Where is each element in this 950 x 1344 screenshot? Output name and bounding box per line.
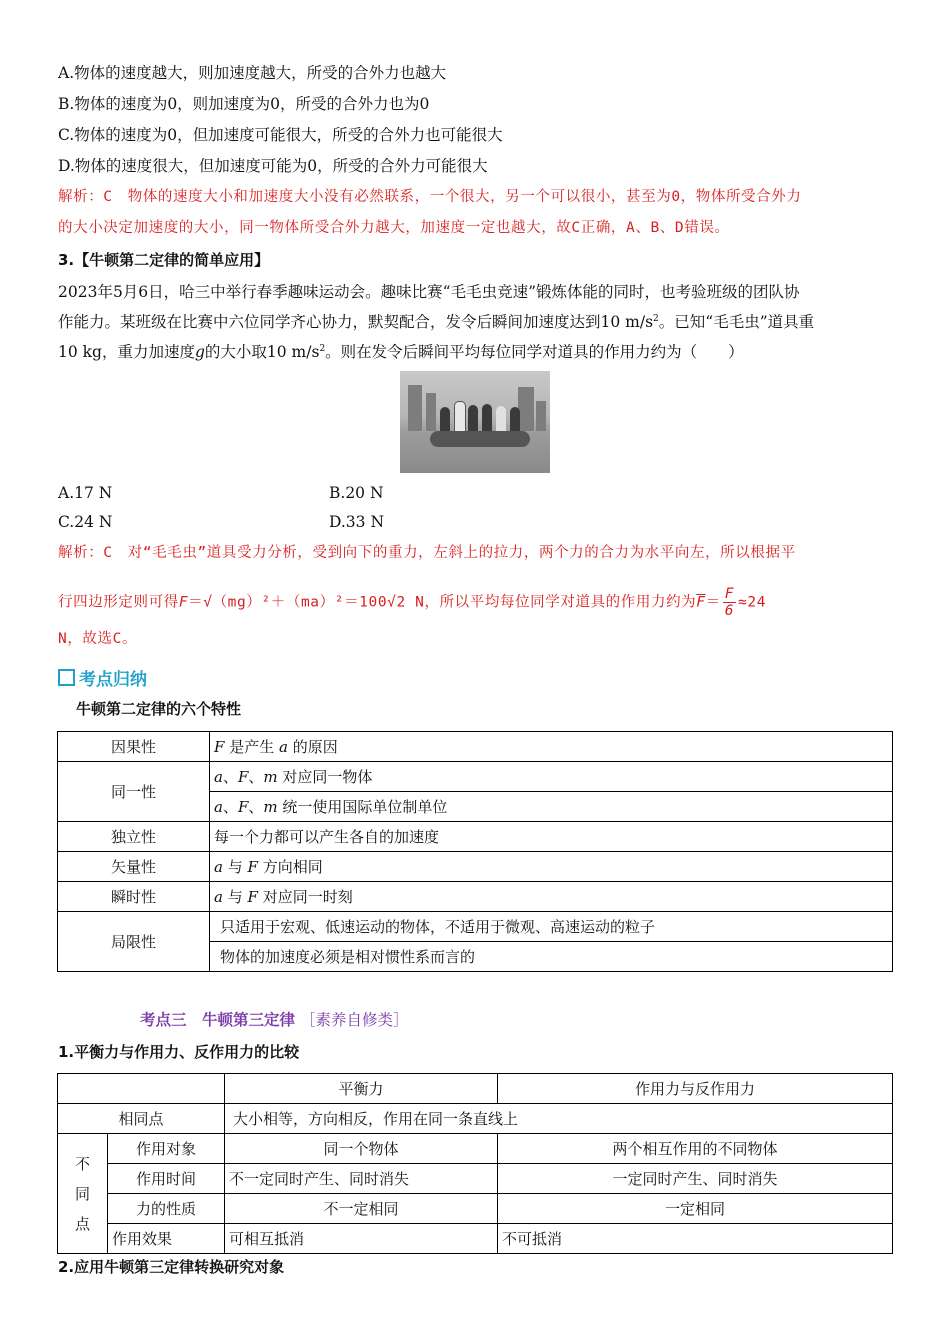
table-cell: 矢量性 (58, 852, 210, 882)
table-row (58, 732, 893, 762)
table-cell: 两个相互作用的不同物体 (498, 1134, 893, 1164)
q3-stem3-text-b: 的大小取10 m/s (204, 343, 320, 361)
table-cell: 作用效果 (108, 1224, 225, 1254)
q3-stem3-text-c: 。则在发令后瞬间平均每位同学对道具的作用力约为（ ） (325, 343, 744, 361)
table-cell (58, 1074, 225, 1104)
q3-stem2-text: 作能力。某班级在比赛中六位同学齐心协力，默契配合，发令后瞬间加速度达到10 m/s (58, 313, 654, 331)
newton-second-law-table (57, 731, 893, 972)
table-cell: 可相互抵消 (225, 1224, 498, 1254)
table-cell: 大小相等，方向相反，作用在同一条直线上 (225, 1104, 893, 1134)
q3-option-c: C.24 N (58, 513, 113, 531)
q3-option-b: B.20 N (329, 484, 384, 502)
summary-heading-label: 考点归纳 (79, 670, 147, 690)
table-cell: 一定同时产生、同时消失 (498, 1164, 893, 1194)
q3-stem3-g: g (194, 343, 205, 361)
table-cell: 力的性质 (108, 1194, 225, 1224)
q3-ans2-Fbar: $\overline{F}$ (696, 594, 706, 611)
fraction-numerator: F (724, 586, 735, 602)
q2-answer-line2: 的大小决定加速度的大小，同一物体所受合外力越大，加速度一定也越大，故C正确，A、B、D错误。 (58, 220, 730, 236)
q3-ans2-text-a: 行四边形定则可得 (58, 594, 179, 611)
table-cell: 只适用于宏观、低速运动的物体，不适用于微观、高速运动的粒子 (210, 912, 893, 942)
q3-ans2-eq: ＝ (705, 594, 721, 611)
table-cell: 因果性 (58, 732, 210, 762)
kd3-subheading-2: 2.应用牛顿第三定律转换研究对象 (58, 1258, 285, 1276)
table-cell: F 是产生 a 的原因 (210, 732, 893, 762)
checkbox-icon (58, 669, 75, 686)
table-cell: 同一个物体 (225, 1134, 498, 1164)
table-row (58, 1224, 893, 1254)
q3-ans2-F: F (178, 594, 189, 611)
diff-char: 同 (74, 1184, 90, 1203)
table-cell: 独立性 (58, 822, 210, 852)
kd3-subheading-1: 1.平衡力与作用力、反作用力的比较 (58, 1043, 300, 1061)
kaodian-three-heading (140, 1008, 408, 1030)
q2-answer-line1: 解析：C 物体的速度大小和加速度大小没有必然联系，一个很大，另一个可以很小，甚至为0，物体所受合外力 (58, 189, 802, 205)
table-row (58, 1194, 893, 1224)
table-row (58, 1074, 893, 1104)
table-cell: 瞬时性 (58, 882, 210, 912)
table-cell: 局限性 (58, 912, 210, 972)
table-cell: a、F、m 对应同一物体 (210, 762, 893, 792)
q3-stem2-sup: 2 (653, 313, 659, 324)
table-cell: 不可抵消 (498, 1224, 893, 1254)
table-row (58, 762, 893, 792)
kaodian-three-title: 考点三 牛顿第三定律 (140, 1011, 296, 1029)
q3-ans2-fraction (723, 586, 736, 619)
table-cell: 每一个力都可以产生各自的加速度 (210, 822, 893, 852)
table-row (58, 1104, 893, 1134)
q2-option-d: D.物体的速度很大，但加速度可能为0，所受的合外力可能很大 (58, 157, 488, 175)
table-row (58, 822, 893, 852)
table-cell: a 与 F 对应同一时刻 (210, 882, 893, 912)
diff-char: 不 (74, 1154, 90, 1173)
table-row (58, 852, 893, 882)
table-cell (58, 1134, 108, 1254)
table-row (58, 912, 893, 942)
table-cell: 同一性 (58, 762, 210, 822)
q3-ans2-text-b: ＝√（mg）²＋（ma）²＝100√2 N，所以平均每位同学对道具的作用力约为 (188, 594, 697, 611)
table-cell: 不一定相同 (225, 1194, 498, 1224)
q3-stem3-sup: 2 (319, 343, 326, 354)
table-cell: 作用对象 (108, 1134, 225, 1164)
q3-answer-line3: N，故选C。 (58, 631, 138, 647)
q3-ans2-text-c: ≈24 (738, 594, 767, 611)
q3-answer-line1: 解析：C 对“毛毛虫”道具受力分析，受到向下的重力，左斜上的拉力，两个力的合力为水平向左，所以根据平 (58, 545, 796, 561)
table-cell: 作用力与反作用力 (498, 1074, 893, 1104)
table-cell: 一定相同 (498, 1194, 893, 1224)
table-cell: 不一定同时产生、同时消失 (225, 1164, 498, 1194)
q3-answer-line2 (58, 586, 766, 619)
q3-stem3-text: 10 kg，重力加速度 (58, 343, 195, 361)
summary-title: 牛顿第二定律的六个特性 (76, 700, 242, 718)
fraction-denominator: 6 (724, 603, 735, 619)
kaodian-three-tag: ［素养自修类］ (299, 1011, 409, 1029)
table-row (58, 1164, 893, 1194)
table-cell: a 与 F 方向相同 (210, 852, 893, 882)
table-cell: 相同点 (58, 1104, 225, 1134)
table-cell: 平衡力 (225, 1074, 498, 1104)
table-row (58, 1134, 893, 1164)
q3-stem-line3 (58, 341, 744, 363)
table-row (58, 882, 893, 912)
table-cell: 作用时间 (108, 1164, 225, 1194)
table-cell: 物体的加速度必须是相对惯性系而言的 (210, 942, 893, 972)
q3-option-d: D.33 N (329, 513, 385, 531)
q2-option-c: C.物体的速度为0，但加速度可能很大，所受的合外力也可能很大 (58, 126, 503, 144)
summary-heading (58, 665, 147, 690)
q2-option-a: A.物体的速度越大，则加速度越大，所受的合外力也越大 (58, 64, 447, 82)
q3-option-a: A.17 N (58, 484, 113, 502)
table-cell: a、F、m 统一使用国际单位制单位 (210, 792, 893, 822)
q3-title: 3.【牛顿第二定律的简单应用】 (58, 251, 270, 269)
diff-char: 点 (74, 1214, 90, 1233)
q3-stem2-text-b: 。已知“毛毛虫”道具重 (658, 313, 815, 331)
caterpillar-race-photo (400, 371, 550, 473)
force-comparison-table (57, 1073, 893, 1254)
q3-stem-line2 (58, 311, 814, 333)
q3-stem-line1: 2023年5月6日，哈三中举行春季趣味运动会。趣味比赛“毛毛虫竞速”锻炼体能的同时，也考验班级的团队协 (58, 283, 800, 301)
q2-option-b: B.物体的速度为0，则加速度为0，所受的合外力也为0 (58, 95, 430, 113)
